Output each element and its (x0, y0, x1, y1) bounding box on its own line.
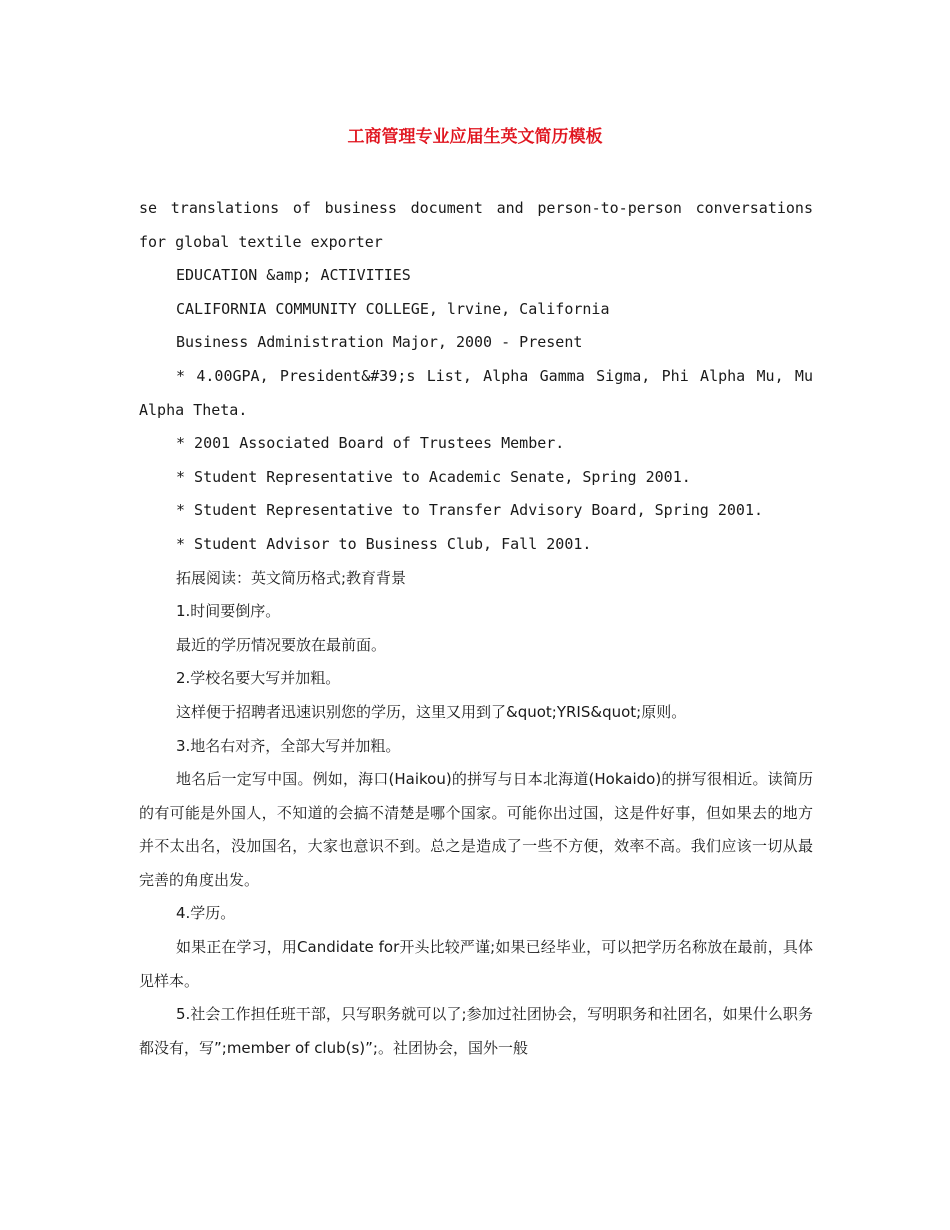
section-heading-education: EDUCATION &amp; ACTIVITIES (176, 266, 411, 285)
extended-reading: 拓展阅读：英文简历格式;教育背景 (176, 568, 407, 587)
paragraph-continuation: se translations of business document and person-to-person conversations for global textile exporter (139, 199, 813, 251)
tip-2-heading: 2.学校名要大写并加粗。 (176, 669, 341, 688)
tip-3-heading: 3.地名右对齐，全部大写并加粗。 (176, 736, 401, 755)
tip-4-heading: 4.学历。 (176, 904, 236, 923)
tip-4-body: 如果正在学习，用Candidate for开头比较严谨;如果已经毕业，可以把学历名称放在最前，具体见样本。 (139, 938, 813, 990)
bullet-gpa: * 4.00GPA, President&#39;s List, Alpha Gamma Sigma, Phi Alpha Mu, Mu Alpha Theta. (139, 366, 813, 419)
document-title: 工商管理专业应届生英文简历模板 (347, 127, 603, 147)
bullet-academic-senate: * Student Representative to Academic Senate, Spring 2001. (176, 467, 691, 486)
tip-3-body: 地名后一定写中国。例如，海口(Haikou)的拼写与日本北海道(Hokaido)的拼写很相近。读简历的有可能是外国人，不知道的会搞不清楚是哪个国家。可能你出过国，这是件好事，但如果去的地方并不太出名，没加国名，大家也意识不到。总之是造成了一些不方便，效率不高。我们应该一切从最完善的角度出发。 (139, 770, 813, 889)
tip-1-body: 最近的学历情况要放在最前面。 (176, 635, 387, 654)
tip-1-heading: 1.时间要倒序。 (176, 602, 281, 621)
document-body (139, 192, 813, 1065)
bullet-business-club: * Student Advisor to Business Club, Fall 2001. (176, 534, 592, 553)
school-line: CALIFORNIA COMMUNITY COLLEGE, lrvine, California (176, 299, 610, 318)
bullet-trustees: * 2001 Associated Board of Trustees Member. (176, 434, 565, 453)
tip-5-body: 5.社会工作担任班干部，只写职务就可以了;参加过社团协会，写明职务和社团名，如果什么职务都没有，写”;member of club(s)”;。社团协会，国外一般 (139, 1005, 813, 1057)
bullet-transfer-board: * Student Representative to Transfer Advisory Board, Spring 2001. (176, 501, 763, 520)
tip-2-body: 这样便于招聘者迅速识别您的学历，这里又用到了&quot;YRIS&quot;原则。 (176, 702, 687, 721)
major-line: Business Administration Major, 2000 - Present (176, 333, 583, 352)
